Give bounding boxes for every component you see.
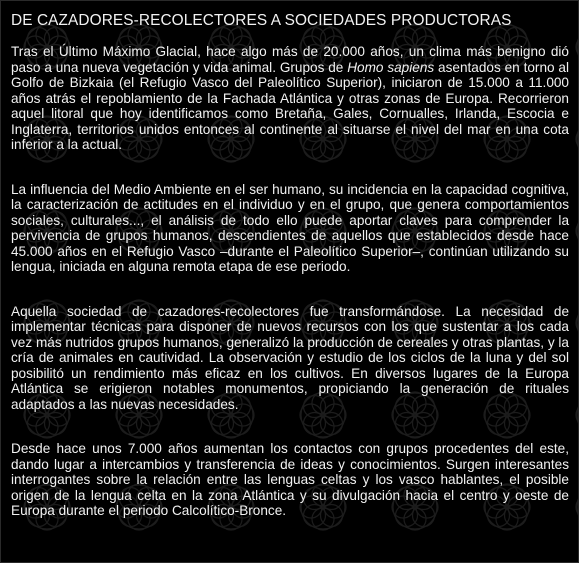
article-content [11, 12, 569, 519]
paragraph-1-emphasis: Homo sapiens [347, 59, 435, 75]
paragraph-4: Desde hace unos 7.000 años aumentan los contactos con grupos procedentes del este, dando lugar a intercambios y transferencia de ideas y conocimientos. Surgen interesantes interrogantes sobre la relación entre las lenguas celtas y los vasco hablantes, el posible origen de la lengua celta en la zona Atlántica y su divulgación hacia el centro y oeste de Europa durante el periodo Calcolítico-Bronce. [11, 441, 569, 518]
article-title: DE CAZADORES-RECOLECTORES A SOCIEDADES PRODUCTORAS [11, 12, 512, 29]
paragraph-1-text-start: Tras el Último Máximo Glacial, hace algo más de 20.000 años, un clima más benigno dió paso a una nueva vegetación y vida animal. Grupos de [11, 44, 569, 75]
paragraph-2: La influencia del Medio Ambiente en el ser humano, su incidencia en la capacidad cognitiva, la caracterización de actitudes en el individuo y en el grupo, que genera comportamientos sociales, culturales..., el análisis de todo ello puede aportar claves para comprender la pervivencia de grupos humanos, descendientes de aquellos que establecidos desde hace 45.000 años en el Refugio Vasco –durante el Paleolítico Superior–, continúan utilizando su lengua, iniciada en alguna remota etapa de ese periodo. [11, 181, 569, 274]
paragraph-1-text-end: asentados en torno al Golfo de Bizkaia (el Refugio Vasco del Paleolítico Superior), iniciaron de 15.000 a 11.000 años atrás el repoblamiento de la Fachada Atlántica y otras zonas de Europa. Recorrieron aquel litoral que hoy identificamos como Bretaña, Gales, Cornualles, Irlanda, Escocia e Inglaterra, territorios unidos entonces al continente al situarse el nivel del mar en una cota inferior a la actual. [11, 59, 569, 152]
paragraph-1 [11, 44, 569, 153]
paragraph-3: Aquella sociedad de cazadores-recolectores fue transformándose. La necesidad de implementar técnicas para disponer de nuevos recursos con los que sustentar a los cada vez más nutridos grupos humanos, generalizó la producción de cereales y otras plantas, y la cría de animales en cautividad. La observación y estudio de los ciclos de la luna y del sol posibilitó un rendimiento más eficaz en los cultivos. En diversos lugares de la Europa Atlántica se erigieron notables monumentos, propiciando la generación de rituales adaptados a las nuevas necesidades. [11, 303, 569, 412]
